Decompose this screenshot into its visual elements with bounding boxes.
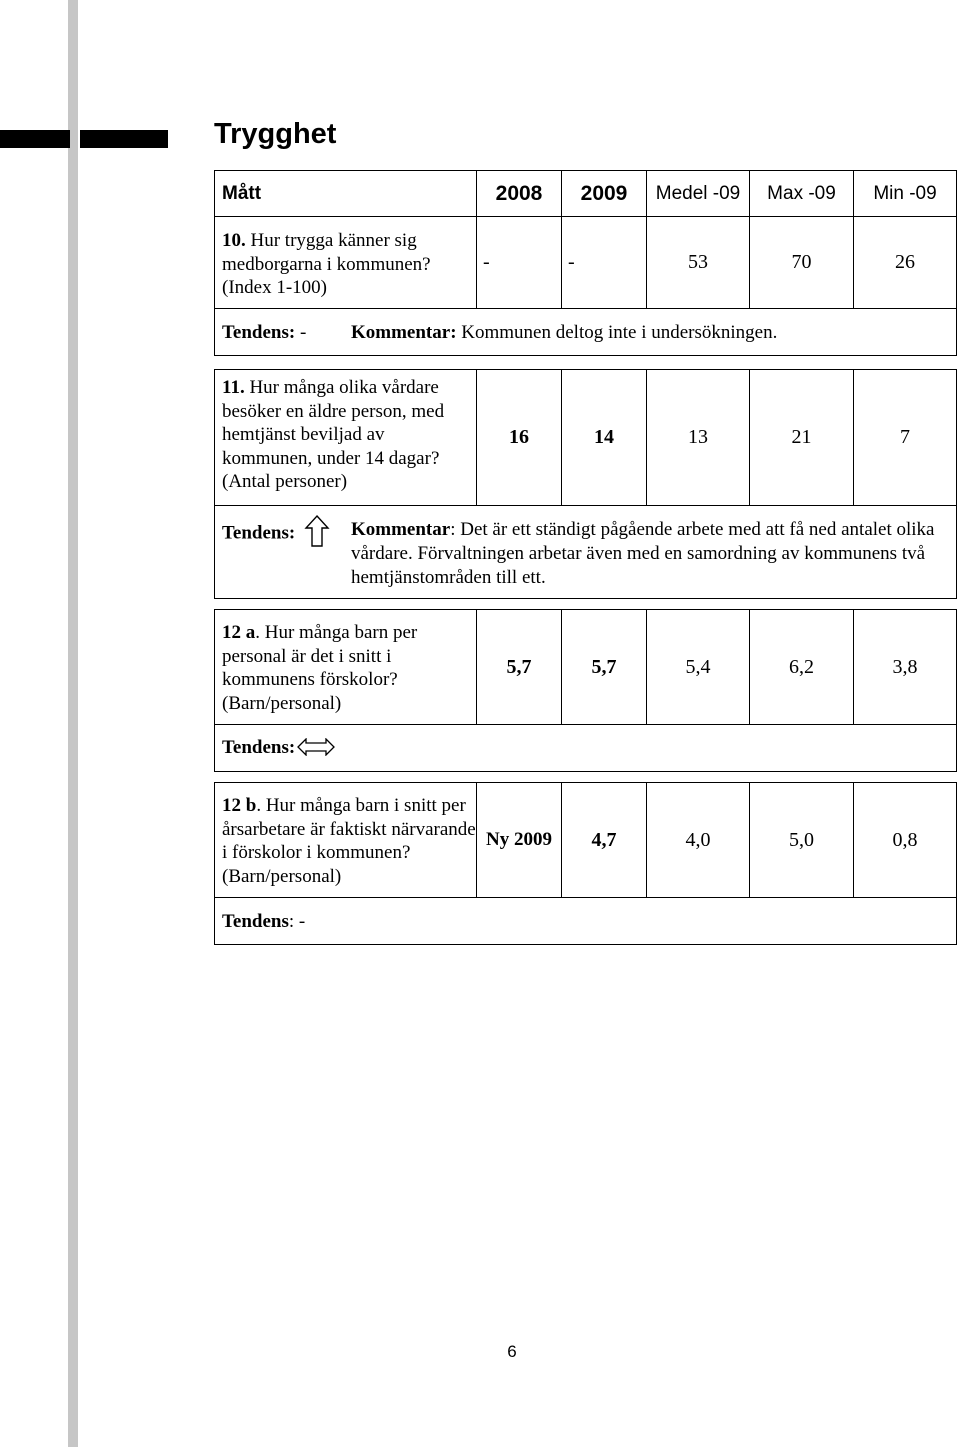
row-12a-footer — [214, 724, 957, 772]
comment-text: Kommunen deltog inte i undersökningen. — [456, 322, 778, 343]
tendens-10 — [222, 322, 306, 344]
value-medel: 13 — [646, 369, 750, 506]
tendens-12b — [222, 911, 305, 933]
comment-label: Kommentar — [351, 519, 451, 540]
page-number: 6 — [507, 1342, 517, 1361]
value-2009: 14 — [561, 369, 647, 506]
header-2008: 2008 — [476, 170, 562, 217]
row-10-footer — [214, 308, 957, 356]
value-max: 21 — [749, 369, 854, 506]
value-2009: - — [561, 216, 647, 309]
question-number: 12 b — [222, 795, 257, 816]
value-max: 5,0 — [749, 782, 854, 898]
value-max: 70 — [749, 216, 854, 309]
value-min: 0,8 — [853, 782, 957, 898]
row-11-footer — [214, 505, 957, 599]
value-min: 7 — [853, 369, 957, 506]
tendens-label: Tendens: — [222, 322, 296, 343]
section-marker-bar — [80, 130, 168, 148]
value-max: 6,2 — [749, 609, 854, 725]
header-medel: Medel -09 — [646, 170, 750, 217]
question-number: 10. — [222, 230, 246, 251]
value-2008: 5,7 — [476, 609, 562, 725]
value-2008: 16 — [476, 369, 562, 506]
header-2009: 2009 — [561, 170, 647, 217]
tendens-value: : - — [288, 911, 306, 932]
comment-11 — [351, 518, 951, 590]
value-2009: 4,7 — [561, 782, 647, 898]
question-text: . Hur många barn i snitt per årsarbetare är faktiskt närvarande i förskolor i kommunen? (Barn/personal) — [222, 795, 476, 887]
question-number: 11. — [222, 377, 245, 398]
question-10 — [214, 216, 477, 309]
question-number: 12 a — [222, 622, 256, 643]
value-medel: 53 — [646, 216, 750, 309]
arrow-left-right-icon — [297, 738, 335, 756]
section-marker-bar — [0, 130, 70, 148]
comment-text: : Det är ett ständigt pågående arbete med att få ned antalet olika vårdare. Förvaltningen arbetar även med en samordning av kommunens två hemtjänstområden till ett. — [351, 519, 935, 588]
value-medel: 4,0 — [646, 782, 750, 898]
question-text: . Hur många barn per personal är det i snitt i kommunens förskolor? (Barn/personal) — [222, 622, 418, 714]
question-12a — [214, 609, 477, 725]
question-12b — [214, 782, 477, 898]
page-margin-stripe — [68, 0, 78, 1447]
tendens-label: Tendens — [222, 911, 289, 932]
value-2009: 5,7 — [561, 609, 647, 725]
header-matt: Mått — [214, 170, 477, 217]
comment-10 — [351, 321, 777, 345]
tendens-12a — [222, 737, 335, 759]
tendens-value: - — [295, 322, 307, 343]
tendens-label: Tendens: — [222, 737, 296, 758]
tendens-11 — [222, 520, 330, 548]
tendens-label: Tendens: — [222, 522, 296, 544]
value-2008: Ny 2009 — [476, 782, 562, 898]
page-title: Trygghet — [214, 118, 337, 150]
arrow-up-icon — [304, 514, 330, 548]
question-text: Hur trygga känner sig medborgarna i kommunen? (Index 1-100) — [222, 230, 431, 298]
value-min: 3,8 — [853, 609, 957, 725]
question-text: Hur många olika vårdare besöker en äldre person, med hemtjänst beviljad av kommunen, under 14 dagar? (Antal personer) — [222, 377, 445, 492]
row-12b-footer — [214, 897, 957, 945]
value-2008: - — [476, 216, 562, 309]
header-max: Max -09 — [749, 170, 854, 217]
value-medel: 5,4 — [646, 609, 750, 725]
question-11 — [214, 369, 477, 506]
value-min: 26 — [853, 216, 957, 309]
comment-label: Kommentar: — [351, 322, 457, 343]
header-min: Min -09 — [853, 170, 957, 217]
